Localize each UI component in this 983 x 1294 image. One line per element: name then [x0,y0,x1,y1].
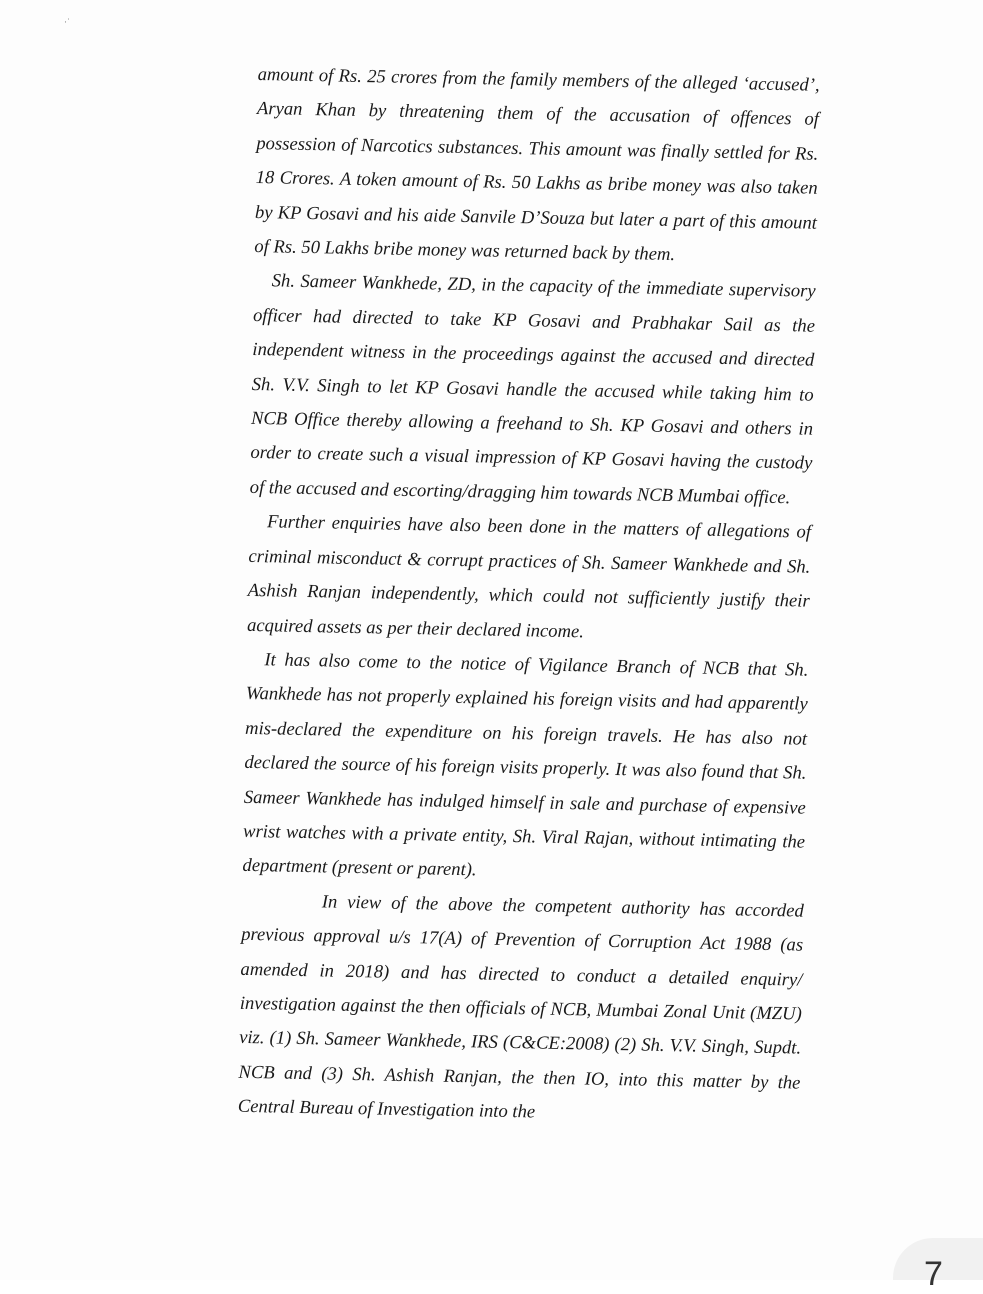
paragraph-2: Sh. Sameer Wankhede, ZD, in the capacity of the immediate supervisory officer had directed to take KP Gosavi and Prabhakar Sail as the independent witness in the proceedings against the accused and directed Sh. V.V. Singh to let KP Gosavi handle the accused while taking him to NCB Office thereby allowing a freehand to Sh. KP Gosavi and others in order to create such a visual impression of KP Gosavi having the custody of the accused and escorting/dragging him towards NCB Mumbai office. [249,270,816,509]
page-number: 7 [924,1255,943,1293]
paragraph-1: amount of Rs. 25 crores from the family members of the alleged ‘accused’, Aryan Khan by threatening them of the accusation of offences of possession of Narcotics substances. This amount was finally settled for Rs. 18 Crores. A token amount of Rs. 50 Lakhs as bribe money was also taken by KP Gosavi and his aide Sanvile D’Souza but later a part of this amount of Rs. 50 Lakhs bribe money was returned back by them. [254,63,820,266]
paragraph-5: In view of the above the competent authority has accorded previous approval u/s 17(A) of Prevention of Corruption Act 1988 (as amended in 2018) and has directed to conduct a detailed enquiry/ investigation against the then officials of NCB, Mumbai Zonal Unit (MZU) viz. (1) Sh. Sameer Wankhede, IRS (C&CE:2008) (2) Sh. V.V. Singh, Supdt. NCB and (3) Sh. Ashish Ranjan, the then IO, into this matter by the Central Bureau of Investigation into the [237,891,804,1123]
paragraph-4: It has also come to the notice of Vigilance Branch of NCB that Sh. Wankhede has not properly explained his foreign visits and had apparently mis-declared the expenditure on his foreign travels. He has also not declared the source of his foreign visits properly. It was also found that Sh. Sameer Wankhede has indulged himself in sale and purchase of expensive wrist watches with a private entity, Sh. Viral Rajan, without intimating the department (present or parent). [242,649,809,881]
body-text [238,58,820,1135]
scan-mark: ·˙ [64,17,70,27]
paragraph-3: Further enquiries have also been done in the matters of allegations of criminal misconduct & corrupt practices of Sh. Sameer Wankhede and Sh. Ashish Ranjan independently, which could not sufficiently justify their acquired assets as per their declared income. [246,511,812,642]
